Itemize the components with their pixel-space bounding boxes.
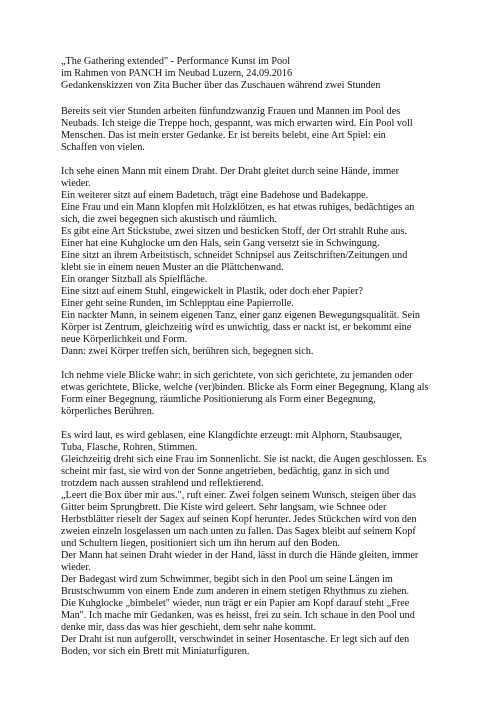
text-line: wieder.: [61, 562, 91, 573]
text-line: Form einer Begegnung, räumliche Positionierung als Form einer Begegnung,: [61, 394, 376, 405]
text-line: „Leert die Box über mir aus.", ruft einer. Zwei folgen seinem Wunsch, steigen über das: [61, 490, 416, 501]
document-body: [61, 106, 447, 670]
paragraph: [61, 370, 447, 418]
text-line: Gleichzeitig dreht sich eine Frau im Sonnenlicht. Sie ist nackt, die Augen geschlossen. Es: [61, 454, 427, 465]
text-line: Einer geht seine Runden, im Schlepptau eine Papierrolle.: [61, 298, 294, 309]
text-line: Eine Frau und ein Mann klopfen mit Holzklötzen, es hat etwas ruhiges, bedächtiges an: [61, 202, 415, 213]
text-line: etwas gerichtete, Blicke, welche (ver)binden. Blicke als Form einer Begegnung, Klang als: [61, 382, 429, 393]
text-line: Dann: zwei Körper treffen sich, berühren sich, begegnen sich.: [61, 346, 314, 357]
text-line: Ich sehe einen Mann mit einem Draht. Der Draht gleitet durch seine Hände, immer: [61, 166, 400, 177]
text-line: und Schultern liegen, positioniert sich um ihn herum auf den Boden.: [61, 538, 340, 549]
text-line: Ein oranger Sitzball als Spielfläche.: [61, 274, 208, 285]
text-line: Ein weiterer sitzt auf einem Badetuch, trägt eine Badehose und Badekappe.: [61, 190, 369, 201]
text-line: trotzdem nach aussen strahlend und reflektierend.: [61, 478, 264, 489]
text-line: körperliches Berühren.: [61, 406, 155, 417]
text-line: Menschen. Das ist mein erster Gedanke. Er ist bereits belebt, eine Art Spiel: ein: [61, 130, 386, 141]
header-author: Gedankenskizzen von Zita Bucher über das Zuschauen während zwei Stunden: [61, 80, 381, 91]
text-line: Gitter beim Sprungbrett. Die Kiste wird geleert. Sehr langsam, wie Schnee oder: [61, 502, 387, 513]
text-line: Es wird laut, es wird geblasen, eine Klangdichte erzeugt: mit Alphorn, Staubsauger,: [61, 430, 403, 441]
paragraph: [61, 106, 447, 154]
text-line: Der Badegast wird zum Schwimmer, begibt sich in den Pool um seine Längen im: [61, 574, 393, 585]
text-line: Neubads. Ich steige die Treppe hoch, gespannt, was mich erwarten wird. Ein Pool voll: [61, 118, 413, 129]
text-line: Ich nehme viele Blicke wahr: in sich gerichtete, von sich gerichtete, zu jemanden oder: [61, 370, 413, 381]
text-line: denke mir, dass das was hier geschieht, dem sehr nahe kommt.: [61, 622, 317, 633]
text-line: Boden, vor sich ein Brett mit Miniaturfiguren.: [61, 646, 250, 657]
text-line: Der Draht ist nun aufgerollt, verschwindet in seiner Hosentasche. Er legt sich auf den: [61, 634, 410, 645]
paragraph: [61, 430, 447, 658]
text-line: Bereits seit vier Stunden arbeiten fünfundzwanzig Frauen und Mannen im Pool des: [61, 106, 401, 117]
text-line: Der Mann hat seinen Draht wieder in der Hand, lässt in durch die Hände gleiten, immer: [61, 550, 419, 561]
text-line: Eine sitzt an ihrem Arbeitstisch, schneidet Schnipsel aus Zeitschriften/Zeitungen und: [61, 250, 408, 261]
text-line: Brustschwumm von einem Ende zum anderen in einem stetigen Rhythmus zu ziehen.: [61, 586, 409, 597]
text-line: Die Kuhglocke „bimbelet" wieder, nun trägt er ein Papier am Kopf darauf steht „Free: [61, 598, 410, 609]
text-line: wieder.: [61, 178, 91, 189]
text-line: scheint mir fast, sie wird von der Sonne angetrieben, bedächtig, ganz in sich und: [61, 466, 390, 477]
text-line: Schaffen von vielen.: [61, 142, 145, 153]
text-line: Ein nackter Mann, in seinem eigenen Tanz, einer ganz eigenen Bewegungsqualität. Sein: [61, 310, 420, 321]
text-line: sich, die zwei begegnen sich akustisch und räumlich.: [61, 214, 277, 225]
header-context: im Rahmen von PANCH im Neubad Luzern, 24.09.2016: [61, 68, 293, 79]
text-line: Es gibt eine Art Stickstube, zwei sitzen und besticken Stoff, der Ort strahlt Ruhe aus.: [61, 226, 407, 237]
text-line: Einer hat eine Kuhglocke um den Hals, sein Gang versetzt sie in Schwingung.: [61, 238, 380, 249]
text-line: Körper ist Zentrum, gleichzeitig wird es unwichtig, dass er nackt ist, er bekommt eine: [61, 322, 412, 333]
text-line: Man". Ich mache mir Gedanken, was es heisst, frei zu sein. Ich schaue in den Pool und: [61, 610, 415, 621]
text-line: zweien einzeln losgelassen um nach unten zu fallen. Das Sagex bleibt auf seinem Kopf: [61, 526, 416, 537]
text-line: Eine sitzt auf einem Stuhl, eingewickelt in Plastik, oder doch eher Papier?: [61, 286, 363, 297]
text-line: Tuba, Flasche, Rohren, Stimmen.: [61, 442, 198, 453]
header-title: „The Gathering extended" - Performance Kunst im Pool: [61, 56, 291, 67]
paragraph: [61, 166, 447, 358]
document-header: [61, 56, 451, 92]
text-line: Herbstblätter rieselt der Sagex auf seinen Kopf herunter. Jedes Stückchen wird von den: [61, 514, 417, 525]
text-line: neue Körperlichkeit und Form.: [61, 334, 188, 345]
text-line: klebt sie in einem neuen Muster an die Plättchenwand.: [61, 262, 284, 273]
